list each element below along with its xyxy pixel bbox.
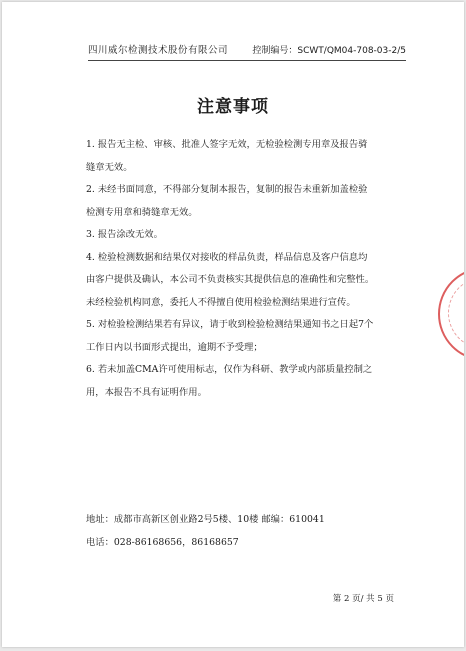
note-line: 缝章无效。: [86, 161, 133, 173]
note-line: 用，本报告不具有证明作用。: [86, 386, 207, 398]
note-line: 由客户提供及确认，本公司不负责核实其提供信息的准确性和完整性。: [86, 274, 375, 285]
page-header: [88, 42, 406, 61]
document-page: [2, 2, 464, 647]
seal-stamp-icon: [438, 267, 464, 361]
note-line: 3. 报告涂改无效。: [86, 229, 163, 240]
page-title: 注意事项: [197, 97, 269, 117]
notes-list: [86, 134, 394, 404]
control-number: 控制编号：SCWT/QM04-708-03-2/5: [252, 46, 406, 56]
note-line: 4. 检验检测数据和结果仅对接收的样品负责，样品信息及客户信息均: [86, 251, 368, 263]
page-number: 第 2 页/ 共 5 页: [332, 594, 394, 604]
note-line: 检测专用章和骑缝章无效。: [86, 206, 198, 218]
note-line: 1. 报告无主检、审核、批准人签字无效，无检验检测专用章及报告骑: [86, 139, 368, 150]
note-line: 2. 未经书面同意，不得部分复制本报告，复制的报告未重新加盖检验: [86, 184, 368, 195]
note-line: 6. 若未加盖CMA许可使用标志，仅作为科研、教学或内部质量控制之: [86, 364, 373, 375]
contact-info: [86, 508, 325, 554]
seal-inner-ring: [448, 277, 464, 349]
note-line: 未经检验机构同意，委托人不得擅自使用检验检测结果进行宣传。: [86, 296, 356, 308]
address-line: 地址：成都市高新区创业路2号5楼、10楼 邮编：610041: [86, 514, 325, 525]
phone-line: 电话：028-86168656，86168657: [86, 537, 239, 548]
note-line: 工作日内以书面形式提出，逾期不予受理；: [86, 341, 263, 353]
note-line: 5. 对检验检测结果若有异议，请于收到检验检测结果通知书之日起7个: [86, 319, 374, 330]
company-name: 四川威尔检测技术股份有限公司: [88, 45, 229, 56]
